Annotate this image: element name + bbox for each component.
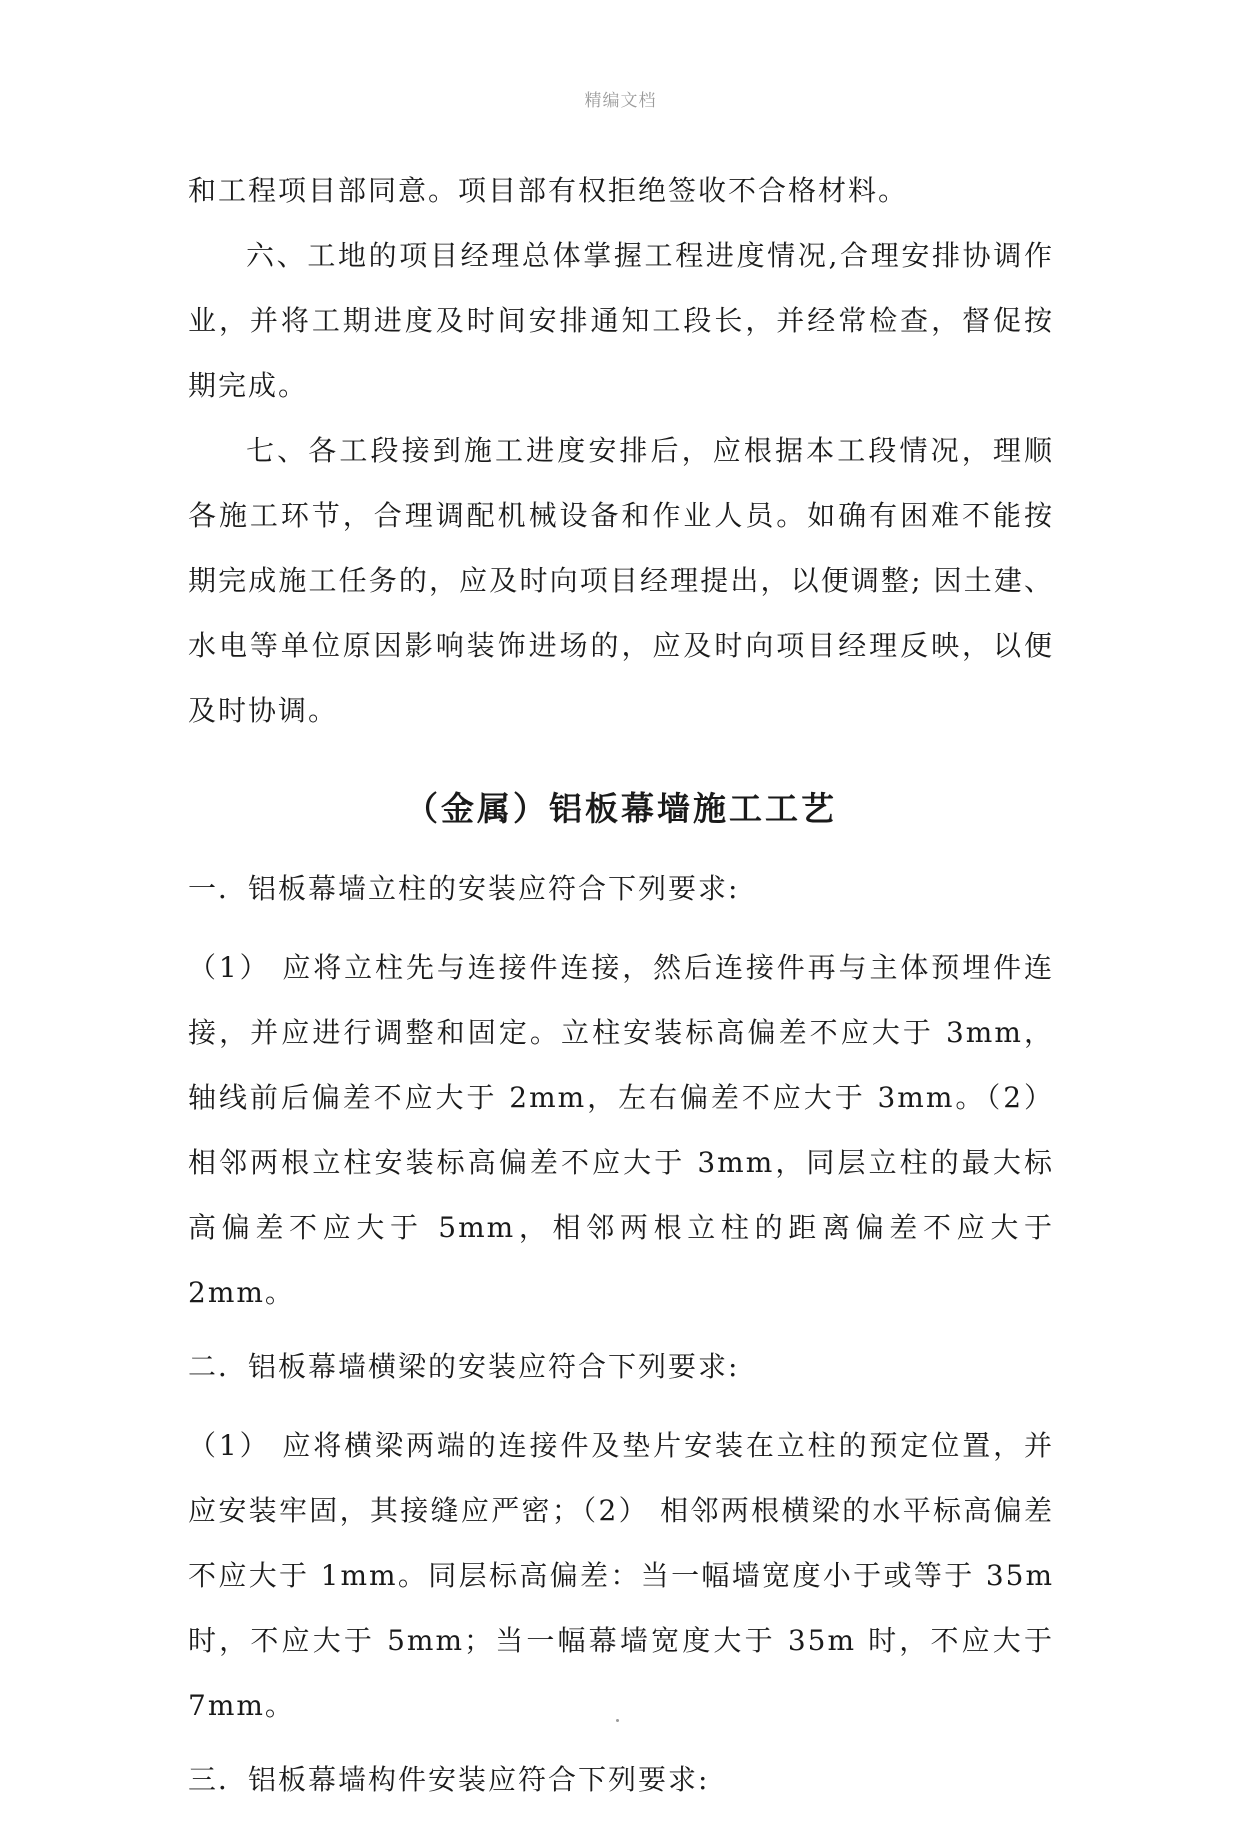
section-heading-2: 二．铝板幕墙横梁的安装应符合下列要求:: [188, 1350, 740, 1383]
paragraph-item-6: 六、工地的项目经理总体掌握工程进度情况,合理安排协调作业，并将工期进度及时间安排通知工段长，并经常检查，督促按期完成。: [188, 239, 1054, 402]
section-body-1: （1） 应将立柱先与连接件连接，然后连接件再与主体预埋件连接，并应进行调整和固定。立柱安装标高偏差不应大于 3mm，轴线前后偏差不应大于 2mm，左右偏差不应大于 3mm。（2） 相邻两根立柱安装标高偏差不应大于 3mm，同层立柱的最大标高偏差不应大于 5mm，相邻两根立柱的距离偏差不应大于 2mm。: [188, 951, 1054, 1309]
paragraph-continuation: 和工程项目部同意。项目部有权拒绝签收不合格材料。: [188, 174, 909, 207]
section-body-2: （1） 应将横梁两端的连接件及垫片安装在立柱的预定位置，并应安装牢固，其接缝应严密；（2） 相邻两根横梁的水平标高偏差不应大于 1mm。同层标高偏差：当一幅墙宽度小于或等于 35m 时，不应大于 5mm；当一幅幕墙宽度大于 35m 时，不应大于 7mm。: [188, 1429, 1054, 1722]
page-footer-dot: [616, 1719, 619, 1722]
paragraph-item-7: 七、各工段接到施工进度安排后，应根据本工段情况，理顺各施工环节，合理调配机械设备和作业人员。如确有困难不能按期完成施工任务的，应及时向项目经理提出，以便调整; 因土建、水电等单位原因影响装饰进场的，应及时向项目经理反映，以便及时协调。: [188, 434, 1054, 727]
page-header: 精编文档: [584, 91, 657, 111]
document-body: [188, 158, 1054, 1826]
section-title: （金属）铝板幕墙施工工艺: [405, 789, 837, 828]
section-heading-1: 一．铝板幕墙立柱的安装应符合下列要求:: [188, 872, 740, 905]
section-heading-3: 三．铝板幕墙构件安装应符合下列要求:: [188, 1763, 710, 1796]
